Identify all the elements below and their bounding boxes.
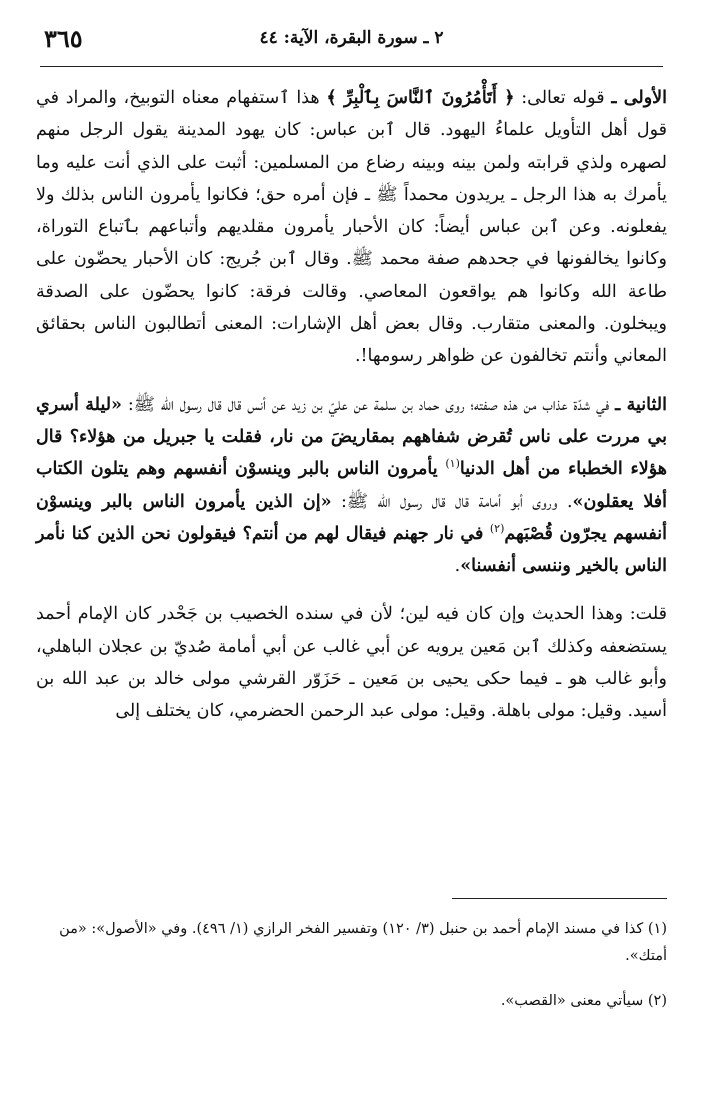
main-text — [36, 82, 667, 728]
page-header — [40, 22, 663, 68]
text-segment: . وروى أبو أمامة قال قال رسول الله ﷺ: — [331, 491, 573, 512]
text-segment: قلت: وهذا الحديث وإن كان فيه لين؛ لأن في سنده الخصيب بن جَحْدر كان الإمام أحمد يستضعفه وكذلك ٱبن مَعين يرويه عن أبي غالب عن أبي أمامة صُديّ بن عجلان الباهلي، وأبو غالب هو ـ فيما حكى يحيى بن مَعين ـ حَزَوّر القرشي مولى خالد بن عبد الله بن أسيد. وقيل: مولى باهلة. وقيل: مولى عبد الرحمن الحضرمي، كان يختلف إلى — [36, 604, 667, 722]
paragraph-second — [36, 389, 667, 583]
running-head: ٢ ـ سورة البقرة، الآية: ٤٤ — [259, 28, 444, 48]
paragraph-third — [36, 598, 667, 727]
text-segment: في شدّة عذاب من هذه صفته؛ روى حماد بن سلمة عن عليّ بن زيد عن أنس قال قال رسول الله ﷺ: — [122, 394, 610, 415]
page-number: ٣٦٥ — [44, 24, 83, 53]
header-rule — [40, 66, 663, 67]
hadith-quote: في نار جهنم فيقال لهم من أنتم؟ فيقولون نحن الذين كنا نأمر الناس بالخير وننسى أنفسنا» — [36, 523, 667, 577]
footnotes — [36, 916, 667, 1033]
section-lead: الأولى ـ — [611, 88, 667, 108]
hadith-quote: يأمرون الناس بالبر وينسوْن أنفسهم وهم يتلون الكتاب أفلا يعقلون» — [36, 459, 667, 512]
paragraph-first — [36, 82, 667, 373]
hadith-quote: «إن الذين يأمرون الناس بالبر وينسوْن أنفسهم يجرّون قُصْبَهم — [36, 491, 667, 544]
section-lead: الثانية ـ — [615, 394, 667, 415]
footnote-2: (٢) سيأتي معنى «القصب». — [500, 993, 667, 1009]
footnote-reference[interactable]: (٢) — [489, 522, 505, 536]
footnote-1: (١) كذا في مسند الإمام أحمد بن حنبل (٣/ ١٢٠) وتفسير الفخر الرازي (١/ ٤٩٦). وفي «الأصول»: «من أمتك». — [59, 921, 667, 964]
footnote-reference[interactable]: (١) — [445, 457, 460, 471]
footnote-rule — [452, 898, 667, 899]
quran-verse: ﴿ أَتَأْمُرُونَ ٱلنَّاسَ بِٱلْبِرِّ ﴾ — [326, 88, 515, 108]
text-segment: . — [454, 556, 461, 577]
text-segment: هذا ٱستفهام معناه التوبيخ، والمراد في قول أهل التأويل علماءُ اليهود. قال ٱبن عباس: كان يهود المدينة يقول الرجل منهم لصهره ولذي قرابته ولمن بينه وبينه رضاع من المسلمين: أثبت على الذي أنت عليه وما يأمرك به هذا الرجل ـ يريدون محمداً ﷺ ـ فإن أمره حق؛ فكانوا يأمرون الناس بذلك ولا يفعلونه. وعن ٱبن عباس أيضاً: كان الأحبار يأمرون مقلديهم وأتباعهم بٱتباع التوراة، وكانوا يخالفونها في جحدهم صفة محمد ﷺ. وقال ٱبن جُريج: كان الأحبار يحضّون على طاعة الله وكانوا هم يواقعون المعاصي. وقالت فرقة: كانوا يحضّون على الصدقة ويبخلون. والمعنى متقارب. وقال بعض أهل الإشارات: المعنى أتطالبون الناس بحقائق المعاني وأنتم تخالفون عن ظواهر رسومها!. — [36, 88, 667, 367]
hadith-quote: «ليلة أسري بي مررت على ناس تُقرض شفاههم بمقاريضَ من نار، فقلت يا جبريل من هؤلاء؟ قال هؤلاء الخطباء من أهل الدنيا — [36, 394, 667, 480]
text-segment: قوله تعالى: — [514, 88, 605, 108]
